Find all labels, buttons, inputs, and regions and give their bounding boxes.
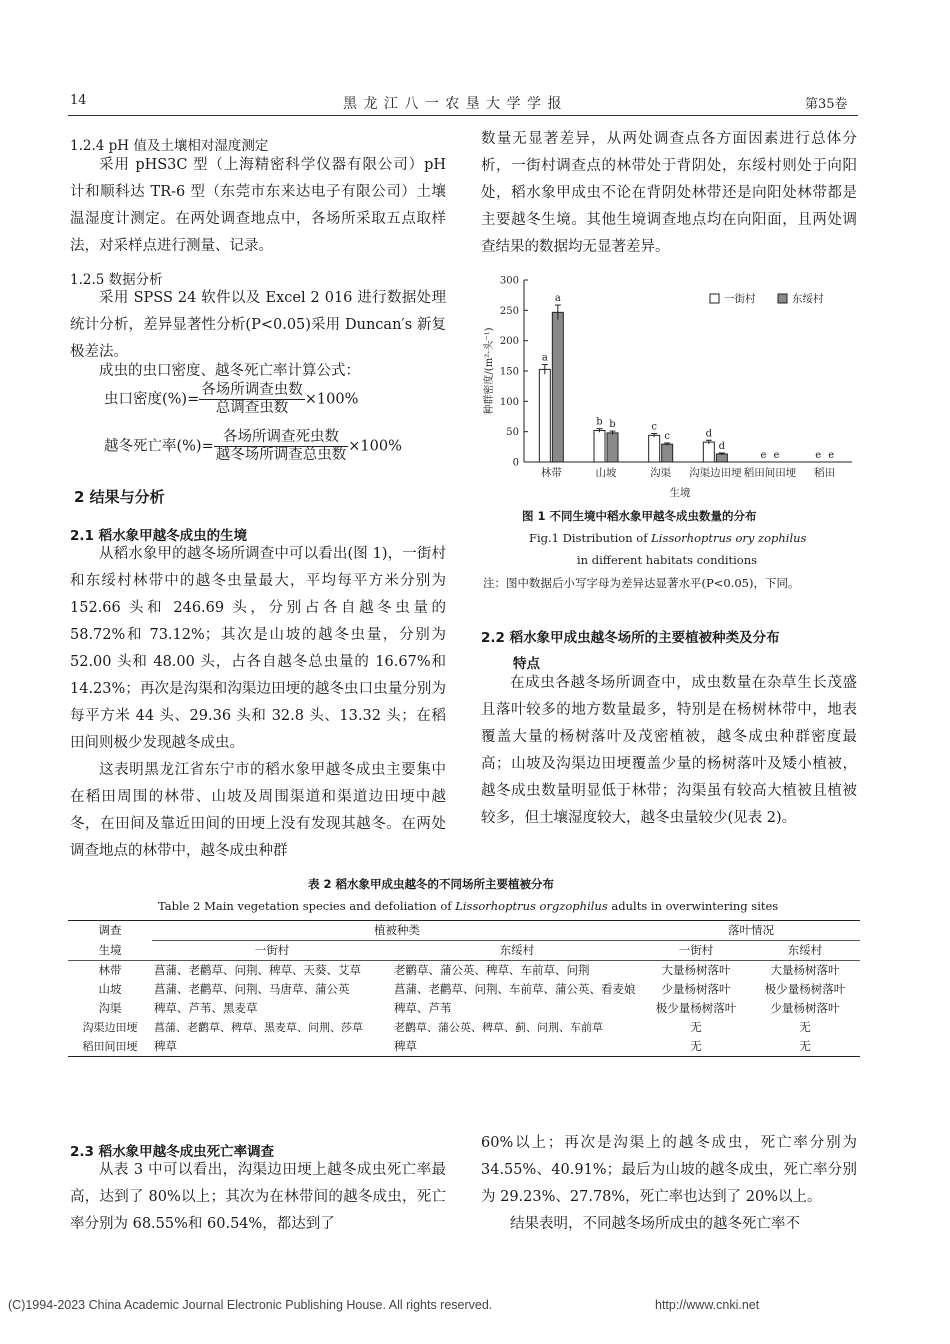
bar — [662, 444, 673, 462]
cell-veg-yijie: 菖蒲、老鹳草、问荆、马唐草、蒲公英 — [154, 982, 350, 996]
x-axis-label: 生境 — [669, 487, 691, 499]
y-axis-label: 种群密度/(m²·头⁻¹) — [484, 327, 495, 415]
significance-letter: e — [773, 450, 780, 461]
cell-veg-dongsui: 稗草、芦苇 — [394, 1001, 452, 1015]
y-tick-label: 100 — [499, 396, 519, 408]
significance-letter: b — [609, 419, 616, 431]
cell-leaf-dongsui: 极少量杨树落叶 — [764, 982, 846, 996]
table-2 — [68, 920, 860, 1057]
y-tick-label: 150 — [499, 366, 519, 378]
footer-url[interactable]: http://www.cnki.net — [655, 1298, 760, 1312]
cell-leaf-yijie: 无 — [690, 1039, 702, 1053]
section-2-1-title: 2.1 稻水象甲越冬成虫的生境 — [70, 528, 248, 544]
section-2-3-title: 2.3 稻水象甲越冬成虫死亡率调查 — [70, 1144, 275, 1160]
significance-letter: a — [554, 293, 561, 305]
significance-letter: d — [705, 428, 713, 440]
bar — [703, 442, 714, 462]
cell-habitat: 稻田间田埂 — [82, 1040, 138, 1053]
legend-label: 一街村 — [724, 293, 756, 305]
copyright: (C)1994-2023 China Academic Journal Electronic Publishing House. All rights reserved. — [8, 1298, 493, 1312]
bar — [539, 369, 550, 462]
header-survey: 调查 — [98, 923, 122, 938]
significance-letter: d — [718, 441, 726, 453]
y-tick-label: 200 — [499, 336, 519, 348]
cell-veg-dongsui: 老鹳草、蒲公英、稗草、蓟、问荆、车前草 — [394, 1021, 603, 1034]
header-veg-yijie: 一街村 — [254, 943, 290, 957]
table-row — [68, 980, 860, 999]
legend-label: 东绥村 — [792, 293, 824, 305]
figure-1-chart — [478, 270, 860, 502]
significance-letter: c — [651, 421, 657, 433]
cell-leaf-dongsui: 无 — [799, 1020, 811, 1034]
cell-habitat: 沟渠边田埂 — [82, 1021, 138, 1034]
cell-veg-yijie: 稗草 — [154, 1039, 177, 1053]
bar — [649, 435, 660, 462]
section-1-2-4-text: 采用 pHS3C 型（上海精密科学仪器有限公司）pH 计和顺科达 TR-6 型（东莞市东来达电子有限公司）土壤温湿度计测定。在两处调查地点中，各场所采取五点取样法，对采样点进行测量、记录。 — [70, 157, 446, 254]
y-tick-label: 0 — [512, 457, 519, 469]
y-tick-label: 300 — [499, 275, 519, 287]
section-2-2-title-2: 特点 — [513, 656, 540, 672]
significance-letter: b — [596, 416, 603, 428]
bar — [594, 430, 605, 462]
volume: 第35卷 — [805, 97, 848, 112]
figure-1-title-cn: 图 1 不同生境中稻水象甲越冬成虫数量的分布 — [522, 509, 757, 523]
significance-letter: e — [760, 450, 767, 461]
bar — [607, 433, 618, 462]
right-col-top-paragraph: 数量无显著差异，从两处调查点各方面因素进行总体分析，一街村调查点的林带处于背阴处，东绥村则处于向阳处，稻水象甲成虫不论在背阴处林带还是向阳处林带都是主要越冬生境。其他生境调查地点均在向阳面，且两处调查结果的数据均无显著差异。 — [481, 131, 857, 255]
cell-leaf-yijie: 少量杨树落叶 — [661, 982, 731, 996]
significance-letter: e — [815, 450, 822, 461]
x-tick-label: 山坡 — [595, 467, 617, 479]
x-tick-label: 稻田 — [814, 467, 836, 479]
section-2-2-title: 2.2 稻水象甲成虫越冬场所的主要植被种类及分布 — [481, 630, 780, 646]
formula-mortality: 越冬死亡率(%)= $\frac{\text{各场所调查死虫数}}{\text{越冬场所调查总虫数}}$ ×100% — [104, 429, 402, 463]
table-header-row-2 — [68, 941, 860, 961]
x-tick-label: 沟渠 — [650, 467, 672, 479]
header-defoliation: 落叶情况 — [642, 921, 860, 941]
section-1-2-4-title: 1.2.4 pH 值及土壤相对湿度测定 — [70, 138, 269, 154]
section-2-3-right: 60%以上；再次是沟渠上的越冬成虫，死亡率分别为 34.55%、40.91%；最后为山坡的越冬成虫，死亡率分别为 29.23%、27.78%，死亡率也达到了 20%以上。 结果表明，不同越冬场所成虫的越冬死亡率不 — [481, 1135, 857, 1232]
section-2-1-body: 从稻水象甲的越冬场所调查中可以看出(图 1)，一街村和东绥村林带中的越冬虫量最大，平均每平方米分别为 152.66 头和 246.69 头，分别占各自越冬虫量的 58.72%和 73.12%；其次是山坡的越冬虫量，分别为 52.00 头和 48.00 头，占各自越冬总虫量的 16.67%和 14.23%；再次是沟渠和沟渠边田埂的越冬虫口虫量分别为每平方米 44 头、29.36 头和 32.8 头、13.32 头；在稻田间则极少发现越冬成虫。 这表明黑龙江省东宁市的稻水象甲越冬成虫主要集中在稻田周围的林带、山坡及周围渠道和渠道边田埂中越冬，在田间及靠近田间的田埂上没有发现其越冬。在两处调查地点的林带中，越冬成虫种群 — [70, 546, 446, 859]
cell-leaf-yijie: 极少量杨树落叶 — [655, 1001, 737, 1015]
figure-1-note: 注：图中数据后小写字母为差异达显著水平(P<0.05)，下同。 — [483, 576, 800, 590]
table-row — [68, 1018, 860, 1037]
cell-veg-dongsui: 稗草 — [394, 1039, 417, 1053]
significance-letter: c — [664, 430, 670, 442]
figure-1-title-en-2: in different habitats conditions — [577, 553, 758, 567]
table-row — [68, 999, 860, 1018]
cell-habitat: 山坡 — [98, 982, 122, 996]
significance-letter: a — [541, 352, 548, 364]
cell-veg-yijie: 菖蒲、老鹳草、稗草、黑麦草、问荆、莎草 — [154, 1021, 363, 1034]
table-row — [68, 961, 860, 981]
x-tick-label: 林带 — [540, 467, 562, 479]
table-row — [68, 1037, 860, 1057]
cell-veg-yijie: 稗草、芦苇、黑麦草 — [154, 1001, 258, 1015]
cell-veg-dongsui: 菖蒲、老鹳草、问荆、车前草、蒲公英、看麦娘 — [394, 982, 636, 996]
cell-veg-dongsui: 老鹳草、蒲公英、稗草、车前草、问荆 — [394, 963, 590, 977]
table-header-row-1 — [68, 921, 860, 941]
y-tick-label: 250 — [499, 305, 519, 317]
header-leaf-dongsui: 东绥村 — [787, 943, 823, 957]
section-1-2-5-text: 采用 SPSS 24 软件以及 Excel 2 016 进行数据处理统计分析，差异显著性分析(P<0.05)采用 Duncan′s 新复极差法。 — [70, 290, 446, 360]
header-vegetation: 植被种类 — [152, 921, 642, 941]
legend-swatch — [710, 294, 719, 303]
cell-habitat: 林带 — [98, 963, 122, 977]
journal-title: 黑 龙 江 八 一 农 垦 大 学 学 报 — [343, 96, 563, 112]
significance-letter: e — [828, 450, 835, 461]
formula-intro: 成虫的虫口密度、越冬死亡率计算公式： — [99, 363, 360, 379]
legend-swatch — [778, 294, 787, 303]
section-2-title: 2 结果与分析 — [74, 488, 165, 506]
formula-density: 虫口密度(%)= $\frac{\text{各场所调查虫数}}{\text{总调查虫数}}$ ×100% — [104, 382, 359, 416]
header-rule — [68, 115, 858, 116]
cell-leaf-dongsui: 少量杨树落叶 — [770, 1001, 840, 1015]
section-2-2-body: 在成虫各越冬场所调查中，成虫数量在杂草生长茂盛且落叶较多的地方数量最多，特别是在杨树林带中，地表覆盖大量的杨树落叶及茂密植被，越冬成虫种群密度最高；山坡及沟渠边田埂覆盖少量的杨树落叶及矮小植被，越冬成虫数量明显低于林带；沟渠虽有较高大植被且植被较多，但土壤湿度较大，越冬虫量较少(见表 2)。 — [481, 675, 857, 826]
bar — [716, 454, 727, 462]
header-leaf-yijie: 一街村 — [678, 943, 714, 957]
cell-leaf-dongsui: 无 — [799, 1039, 811, 1053]
cell-leaf-yijie: 无 — [690, 1020, 702, 1034]
cell-leaf-dongsui: 大量杨树落叶 — [770, 963, 840, 977]
section-1-2-5-title: 1.2.5 数据分析 — [70, 272, 163, 288]
page-number: 14 — [70, 93, 87, 108]
x-tick-label: 稻田间田埂 — [743, 467, 797, 479]
header-habitat: 生境 — [98, 942, 122, 957]
x-tick-label: 沟渠边田埂 — [689, 467, 742, 479]
table-2-title-en: Table 2 Main vegetation species and defoliation of Lissorhoptrus orgzophilus adults in overwintering sites — [158, 899, 779, 913]
cell-veg-yijie: 菖蒲、老鹳草、问荆、稗草、天葵、艾草 — [154, 963, 361, 977]
figure-1-title-en: Fig.1 Distribution of Lissorhoptrus ory zophilus — [529, 531, 807, 545]
cell-leaf-yijie: 大量杨树落叶 — [661, 963, 731, 977]
table-2-title-cn: 表 2 稻水象甲成虫越冬的不同场所主要植被分布 — [308, 877, 555, 891]
cell-habitat: 沟渠 — [98, 1001, 122, 1015]
header-veg-dongsui: 东绥村 — [499, 943, 535, 957]
section-2-3-left: 从表 3 中可以看出，沟渠边田埂上越冬成虫死亡率最高，达到了 80%以上；其次为在林带间的越冬成虫，死亡率分别为 68.55%和 60.54%，都达到了 — [70, 1162, 446, 1232]
bar — [552, 312, 563, 462]
y-tick-label: 50 — [506, 427, 519, 439]
